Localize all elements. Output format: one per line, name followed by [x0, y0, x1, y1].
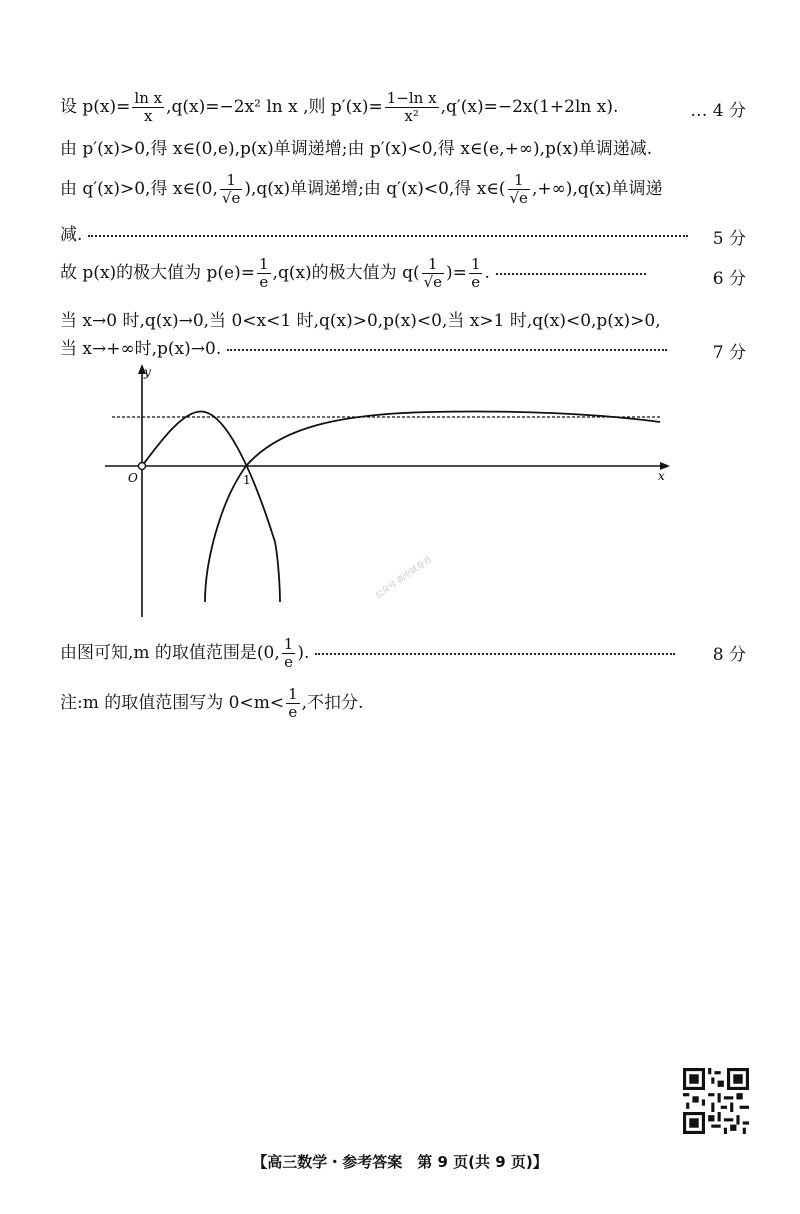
score-8: 8 分 [712, 645, 746, 665]
line-5: 故 p(x)的极大值为 p(e)= $\frac{1}{e}$ ,q(x)的极大值为 q( $\frac{1}{√e}$ )= $\frac{1}{e}$ . [60, 256, 746, 291]
line-7: 当 x→+∞时,p(x)→0. [60, 338, 746, 360]
origin-point [139, 463, 146, 470]
fraction: $\frac{1}{√e}$ [221, 171, 241, 207]
one-label: 1 [243, 473, 251, 487]
fraction: $\frac{1}{e}$ [470, 255, 481, 291]
line-8: 由图可知,m 的取值范围是(0, $\frac{1}{e}$ ). [60, 636, 746, 671]
y-label: y [144, 365, 151, 379]
line-4: 减. [60, 224, 746, 246]
q-curve [142, 412, 280, 602]
fraction: $\frac{1}{e}$ [288, 685, 298, 721]
line-9: 注:m 的取值范围写为 0<m< $\frac{1}{e}$ ,不扣分. [60, 685, 364, 721]
fraction: $\frac{1}{√e}$ [423, 255, 443, 291]
origin-label: O [128, 471, 138, 485]
score-6: 6 分 [712, 269, 746, 289]
score-4: … 4 分 [690, 101, 746, 121]
fraction: $\frac{1}{√e}$ [509, 171, 528, 207]
line-2: 由 p′(x)>0,得 x∈(0,e),p(x)单调递增;由 p′(x)<0,得 x∈(e,+∞),p(x)单调递减. [60, 139, 653, 159]
page-footer: 【高三数学・参考答案 第 9 页(共 9 页)】 [252, 1153, 548, 1171]
line-6: 当 x→0 时,q(x)→0,当 0<x<1 时,q(x)>0,p(x)<0,当 x>1 时,q(x)<0,p(x)>0, [60, 311, 661, 331]
fraction: $\frac{\text{ln x}}{x}$ [134, 89, 163, 125]
text: ,q(x)=−2x² ln x ,则 p′(x)= [166, 97, 383, 117]
text: ,q′(x)=−2x(1+2ln x). [440, 97, 619, 117]
fraction: $\frac{\text{1−ln x}}{\text{x²}}$ [386, 89, 437, 125]
score-7: 7 分 [712, 343, 746, 363]
p-curve [205, 411, 660, 602]
fraction: $\frac{1}{e}$ [259, 255, 269, 291]
fraction: $\frac{1}{e}$ [283, 635, 294, 671]
text: 设 p(x)= [60, 97, 131, 117]
dot-leader [88, 235, 688, 237]
watermark: 公众号 高中试卷君 [373, 554, 434, 601]
dot-leader [496, 273, 646, 275]
score-5: 5 分 [712, 229, 746, 249]
qr-code [683, 1068, 749, 1134]
line-3: 由 q′(x)>0,得 x∈(0, $\frac{1}{√e}$ ),q(x)单调递增;由 q′(x)<0,得 x∈( $\frac{1}{√e}$ ,+∞),q(x)单调递 [60, 171, 663, 207]
dot-leader [227, 349, 667, 351]
dot-leader [315, 653, 675, 655]
line-1 [60, 90, 746, 125]
x-label: x [658, 469, 665, 483]
